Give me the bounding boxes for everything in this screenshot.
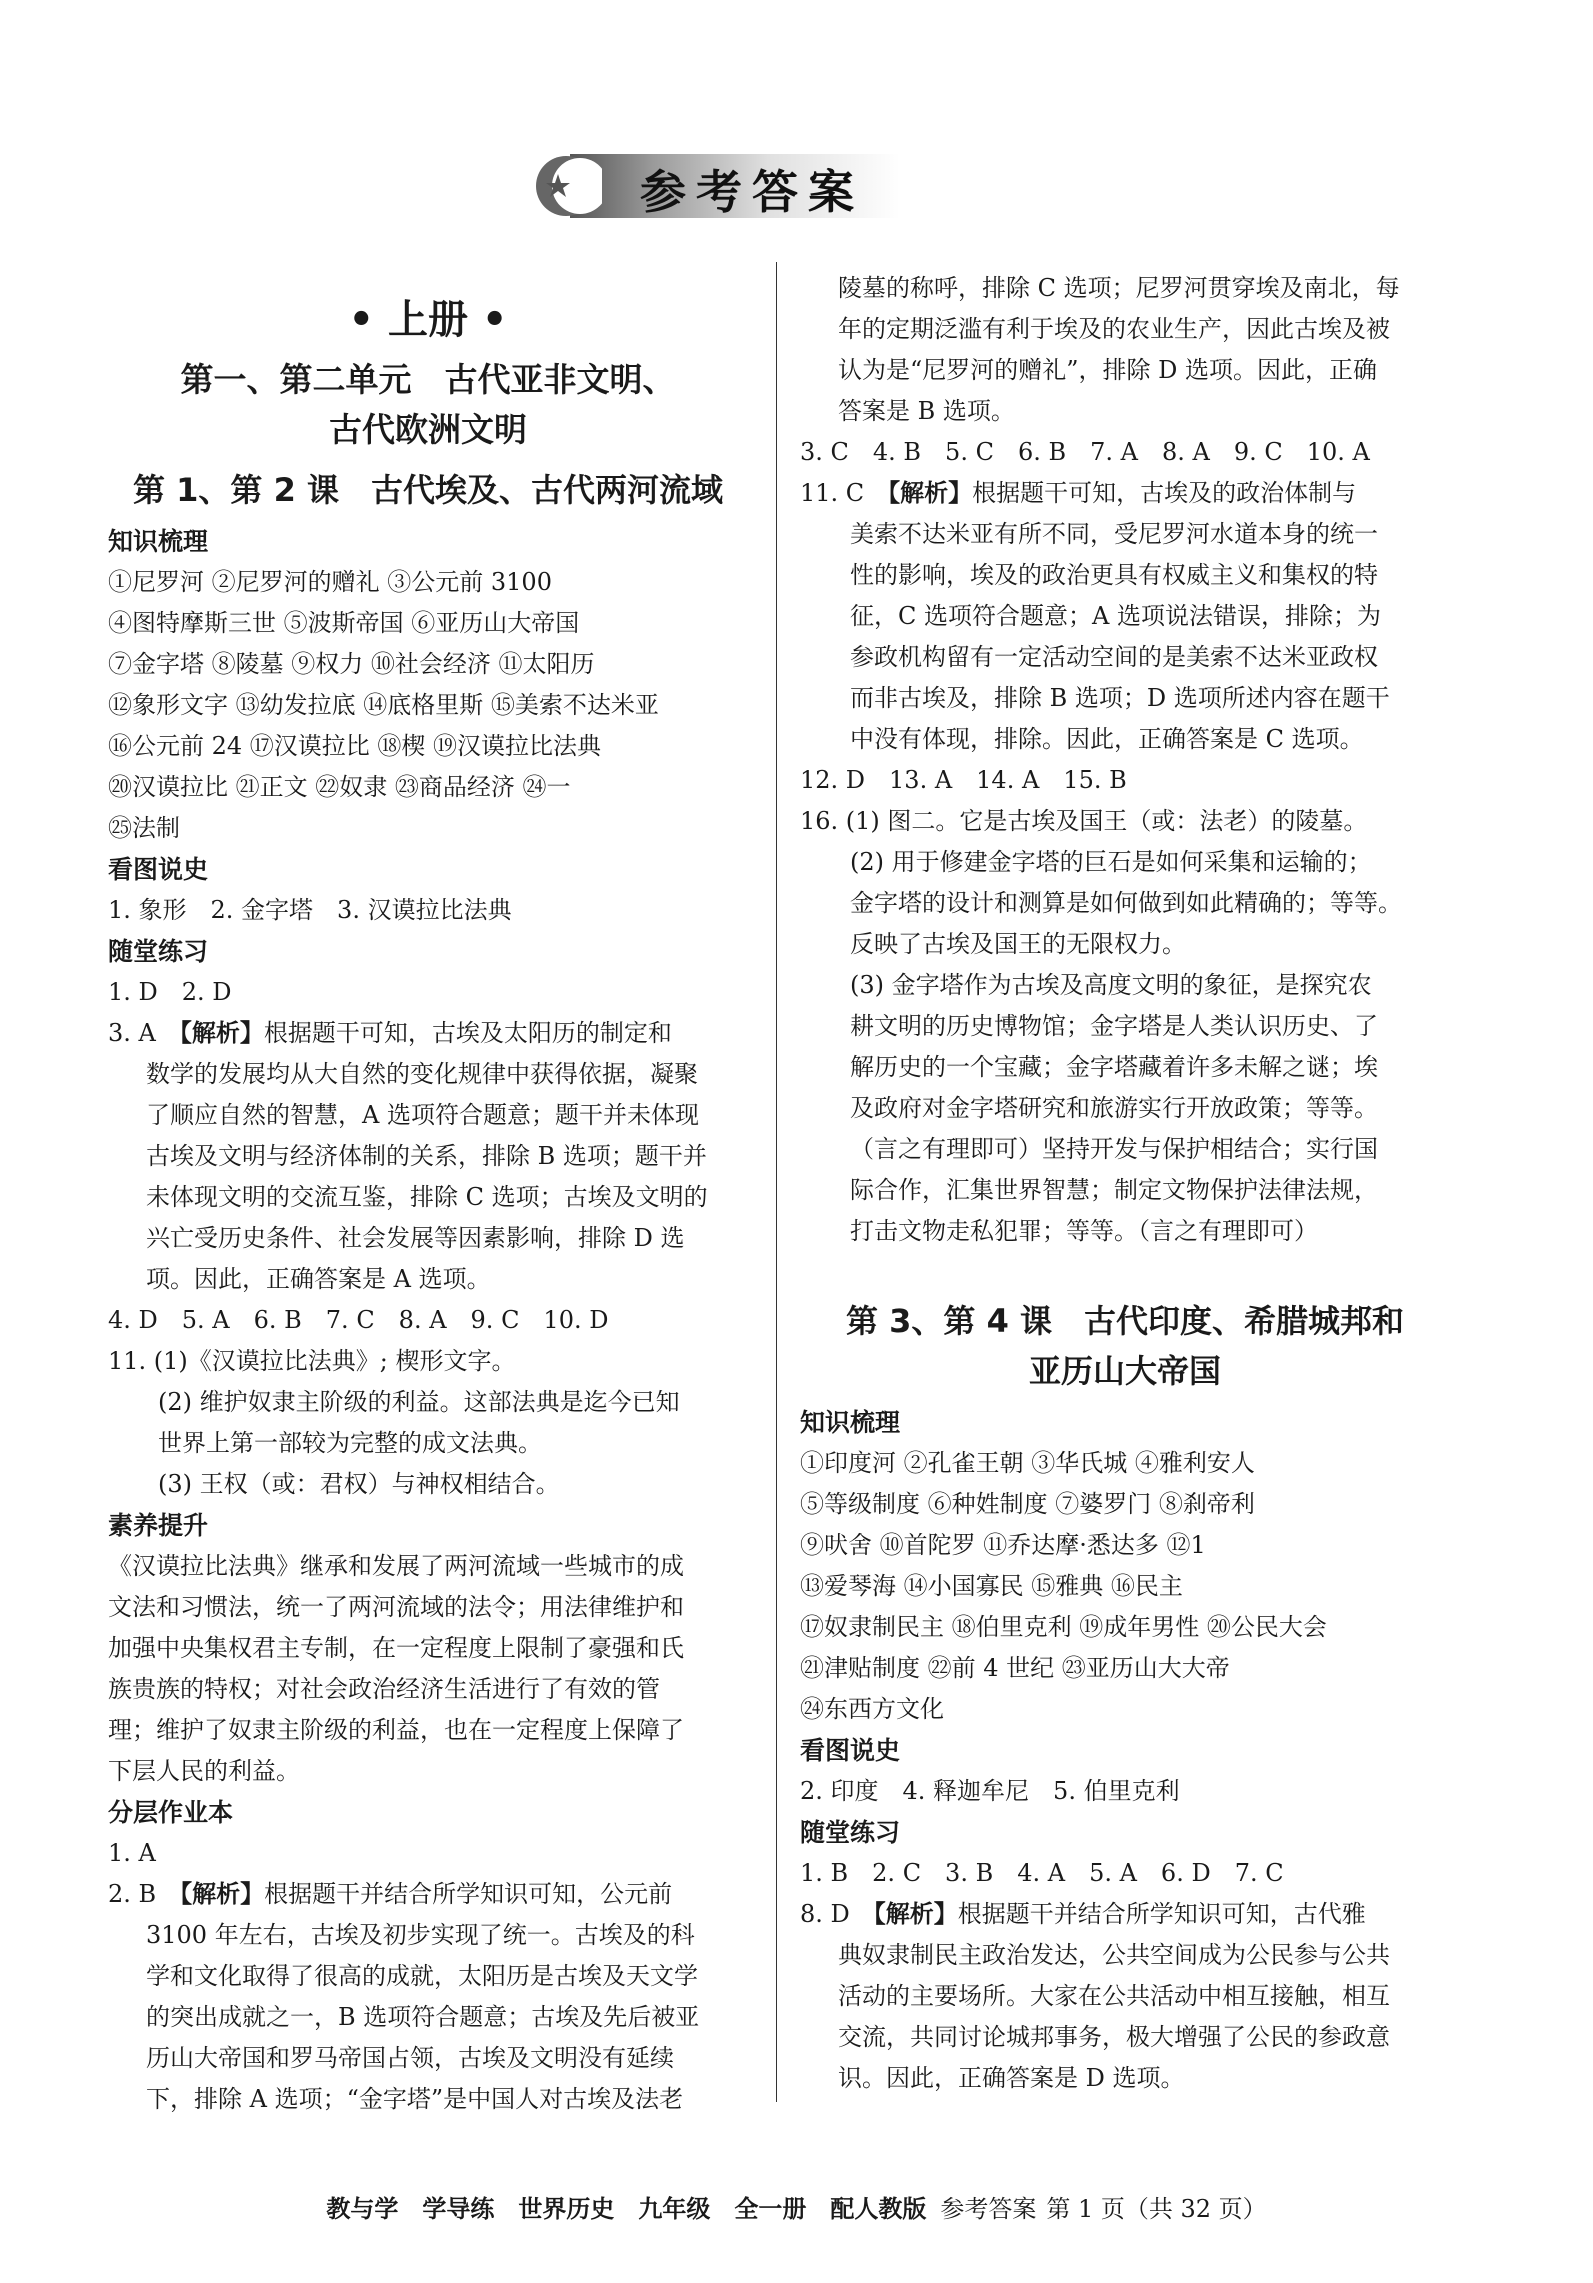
answer-line: 答案是 B 选项。: [838, 397, 1015, 425]
answer-line: 兴亡受历史条件、社会发展等因素影响，排除 D 选: [146, 1224, 685, 1252]
answer-line: 的突出成就之一，B 选项符合题意；古埃及先后被亚: [146, 2003, 700, 2031]
section-heading: 随堂练习: [108, 937, 209, 966]
list-item: ⑳汉谟拉比 ㉑正文 ㉒奴隶 ㉓商品经济 ㉔一: [108, 773, 571, 801]
answer-line: 征，C 选项符合题意；A 选项说法错误，排除；为: [850, 602, 1381, 630]
answer-line: （言之有理即可）坚持开发与保护相结合；实行国: [850, 1135, 1378, 1163]
list-item: ⑤等级制度 ⑥种姓制度 ⑦婆罗门 ⑧刹帝利: [800, 1490, 1255, 1518]
answer-line: 世界上第一部较为完整的成文法典。: [158, 1429, 542, 1457]
answer-line: 解历史的一个宝藏；金字塔藏着许多未解之谜；埃: [850, 1053, 1378, 1081]
answer-line: (2) 维护奴隶主阶级的利益。这部法典是迄今已知: [158, 1388, 680, 1416]
section-heading: 知识梳理: [800, 1408, 901, 1437]
answer-line: 认为是“尼罗河的赠礼”，排除 D 选项。因此，正确: [838, 356, 1378, 384]
paragraph-line: 族贵族的特权；对社会政治经济生活进行了有效的管: [108, 1675, 660, 1703]
answer-line: 交流，共同讨论城邦事务，极大增强了公民的参政意: [838, 2023, 1390, 2051]
paragraph-line: 《汉谟拉比法典》继承和发展了两河流域一些城市的成: [108, 1552, 684, 1580]
list-item: ①尼罗河 ②尼罗河的赠礼 ③公元前 3100: [108, 568, 552, 596]
paragraph-line: 加强中央集权君主专制，在一定程度上限制了豪强和氏: [108, 1634, 684, 1662]
list-item: ㉕法制: [108, 814, 180, 842]
analysis-tag: 【解析】: [888, 479, 973, 507]
answer-line: 3. C 4. B 5. C 6. B 7. A 8. A 9. C 10. A: [800, 438, 1370, 466]
column-divider: [776, 262, 777, 2102]
answer-line: 历山大帝国和罗马帝国占领，古埃及文明没有延续: [146, 2044, 674, 2072]
list-item: ①印度河 ②孔雀王朝 ③华氏城 ④雅利安人: [800, 1449, 1255, 1477]
right-column: [800, 268, 1450, 2099]
answer-line: (3) 王权（或：君权）与神权相结合。: [158, 1470, 560, 1498]
answer-line: 识。因此，正确答案是 D 选项。: [838, 2064, 1185, 2092]
answer-line: (2) 用于修建金字塔的巨石是如何采集和运输的；: [850, 848, 1372, 876]
answer-line: 4. D 5. A 6. B 7. C 8. A 9. C 10. D: [108, 1306, 609, 1334]
answer-line: 活动的主要场所。大家在公共活动中相互接触，相互: [838, 1982, 1390, 2010]
list-item: ⑨吠舍 ⑩首陀罗 ⑪乔达摩·悉达多 ⑫1: [800, 1531, 1206, 1559]
answer-line: 1. D 2. D: [108, 978, 232, 1006]
lesson-title: 第 1、第 2 课 古代埃及、古代两河流域: [133, 471, 723, 509]
answer-line: 2. 印度 4. 释迦牟尼 5. 伯里克利: [800, 1777, 1180, 1805]
volume-title: • 上册 •: [348, 297, 508, 343]
answer-line: 打击文物走私犯罪；等等。（言之有理即可）: [850, 1217, 1318, 1245]
answer-line: 数学的发展均从大自然的变化规律中获得依据，凝聚: [146, 1060, 698, 1088]
paragraph-line: 文法和习惯法，统一了两河流域的法令；用法律维护和: [108, 1593, 684, 1621]
list-item: ㉔东西方文化: [800, 1695, 944, 1723]
section-heading: 素养提升: [108, 1511, 209, 1540]
answer-line: 2. B 【解析】根据题干并结合所学知识可知，公元前: [108, 1880, 673, 1908]
page-footer: [0, 2189, 1593, 2224]
analysis-tag: 【解析】: [179, 1019, 264, 1047]
list-item: ⑦金字塔 ⑧陵墓 ⑨权力 ⑩社会经济 ⑪太阳历: [108, 650, 595, 678]
answer-line: 耕文明的历史博物馆；金字塔是人类认识历史、了: [850, 1012, 1378, 1040]
answer-line: 中没有体现，排除。因此，正确答案是 C 选项。: [850, 725, 1364, 753]
answer-line: 及政府对金字塔研究和旅游实行开放政策；等等。: [850, 1094, 1378, 1122]
list-item: ⑰奴隶制民主 ⑱伯里克利 ⑲成年男性 ⑳公民大会: [800, 1613, 1327, 1641]
answer-line: 未体现文明的交流互鉴，排除 C 选项；古埃及文明的: [146, 1183, 708, 1211]
answer-line: 典奴隶制民主政治发达，公共空间成为公民参与公共: [838, 1941, 1390, 1969]
answer-line: 古埃及文明与经济体制的关系，排除 B 选项；题干并: [146, 1142, 707, 1170]
answer-line: 参政机构留有一定活动空间的是美索不达米亚政权: [850, 643, 1378, 671]
answer-line: (3) 金字塔作为古埃及高度文明的象征，是探究农: [850, 971, 1372, 999]
knowledge-list: [800, 1443, 1450, 1730]
list-item: ⑫象形文字 ⑬幼发拉底 ⑭底格里斯 ⑮美索不达米亚: [108, 691, 659, 719]
answer-line: 而非古埃及，排除 B 选项；D 选项所述内容在题干: [850, 684, 1390, 712]
answer-line: 1. A: [108, 1839, 156, 1867]
answer-line: 11. C 【解析】根据题干可知，古埃及的政治体制与: [800, 479, 1357, 507]
answer-line: 12. D 13. A 14. A 15. B: [800, 766, 1127, 794]
lesson-title: 第 3、第 4 课 古代印度、希腊城邦和 亚历山大帝国: [846, 1302, 1404, 1390]
book-title: 教与学 学导练 世界历史 九年级 全一册 配人教版: [326, 2195, 927, 2223]
page-title: 参考答案: [640, 165, 864, 219]
section-heading: 分层作业本: [108, 1798, 234, 1827]
page-number: 第 1 页（共 32 页）: [1046, 2195, 1267, 2223]
answer-line: 性的影响，埃及的政治更具有权威主义和集权的特: [850, 561, 1378, 589]
left-column: [108, 268, 748, 2120]
answer-line: 学和文化取得了很高的成就，太阳历是古埃及天文学: [146, 1962, 698, 1990]
answer-line: 3. A 【解析】根据题干可知，古埃及太阳历的制定和: [108, 1019, 672, 1047]
list-item: ⑬爱琴海 ⑭小国寡民 ⑮雅典 ⑯民主: [800, 1572, 1183, 1600]
answer-line: 陵墓的称呼，排除 C 选项；尼罗河贯穿埃及南北，每: [838, 274, 1400, 302]
answer-line: 3100 年左右，古埃及初步实现了统一。古埃及的科: [146, 1921, 695, 1949]
section-heading: 看图说史: [800, 1736, 901, 1765]
crescent-star-icon: [530, 150, 602, 222]
analysis-tag: 【解析】: [180, 1880, 265, 1908]
analysis-tag: 【解析】: [873, 1900, 958, 1928]
answer-line: 金字塔的设计和测算是如何做到如此精确的；等等。: [850, 889, 1402, 917]
section-heading: 看图说史: [108, 855, 209, 884]
answer-line: 16. (1) 图二。它是古埃及国王（或：法老）的陵墓。: [800, 807, 1368, 835]
section-heading: 知识梳理: [108, 527, 209, 556]
answer-line: 1. 象形 2. 金字塔 3. 汉谟拉比法典: [108, 896, 512, 924]
answer-line: 8. D 【解析】根据题干并结合所学知识可知，古代雅: [800, 1900, 1366, 1928]
answer-line: 反映了古埃及国王的无限权力。: [850, 930, 1186, 958]
answer-line: 际合作，汇集世界智慧；制定文物保护法律法规，: [850, 1176, 1378, 1204]
knowledge-list: [108, 562, 748, 849]
unit-title: 第一、第二单元 古代亚非文明、 古代欧洲文明: [180, 360, 676, 449]
answer-line: 1. B 2. C 3. B 4. A 5. A 6. D 7. C: [800, 1859, 1284, 1887]
answer-line: 了顺应自然的智慧，A 选项符合题意；题干并未体现: [146, 1101, 699, 1129]
answer-line: 下，排除 A 选项；“金字塔”是中国人对古埃及法老: [146, 2085, 684, 2113]
list-item: ④图特摩斯三世 ⑤波斯帝国 ⑥亚历山大帝国: [108, 609, 580, 637]
answer-line: 项。因此，正确答案是 A 选项。: [146, 1265, 491, 1293]
answer-line: 年的定期泛滥有利于埃及的农业生产，因此古埃及被: [838, 315, 1390, 343]
footer-section: 参考答案: [940, 2195, 1037, 2223]
page-header: [530, 150, 900, 222]
section-heading: 随堂练习: [800, 1818, 901, 1847]
list-item: ⑯公元前 24 ⑰汉谟拉比 ⑱楔 ⑲汉谟拉比法典: [108, 732, 602, 760]
answer-line: 美索不达米亚有所不同，受尼罗河水道本身的统一: [850, 520, 1378, 548]
paragraph-line: 理；维护了奴隶主阶级的利益，也在一定程度上保障了: [108, 1716, 684, 1744]
answer-line: 11. (1)《汉谟拉比法典》; 楔形文字。: [108, 1347, 516, 1375]
list-item: ㉑津贴制度 ㉒前 4 世纪 ㉓亚历山大大帝: [800, 1654, 1230, 1682]
paragraph-line: 下层人民的利益。: [108, 1757, 300, 1785]
